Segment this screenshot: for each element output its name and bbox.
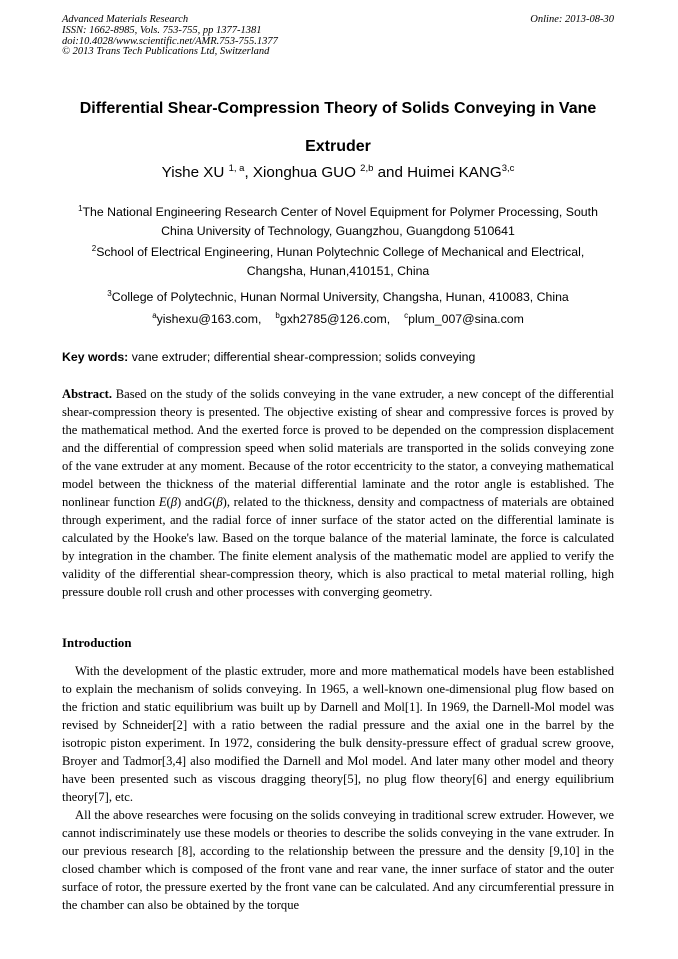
abstract-text: , related to the thickness, density and compactness of materials are obtained through experiment, and the radial force of inner surface of the stator acted on the differential laminate is calculated by the Hooke's law. Based on the torque balance of the material laminate, the force is calculated by integration in the chamber. The finite element analysis of the mathematic model are applied to verify the validity of the differential shear-compression theory, which is also practical to metal material rolling, high pressure double roll crush and other processes with converging geometry. (62, 495, 614, 599)
paper-title (62, 90, 614, 166)
affiliation-1 (62, 203, 614, 241)
abstract-label: Abstract. (62, 387, 113, 401)
email-mark: c (404, 311, 409, 320)
affiliation-2 (62, 243, 614, 281)
author-separator: and (373, 164, 408, 181)
author-name: Xionghua GUO (252, 164, 356, 181)
email-mark: b (275, 311, 280, 320)
author-emails (62, 312, 614, 326)
author-name: Huimei KANG (407, 164, 502, 181)
affiliation-text: College of Polytechnic, Hunan Normal University, Changsha, Hunan, 410083, China (111, 290, 569, 304)
author-name: Yishe XU (161, 164, 225, 181)
email-mark: a (152, 311, 157, 320)
abstract-text: Based on the study of the solids conveying in the vane extruder, a new concept of the differential shear-compression theory is presented. The objective existing of shear and compressive forces is proved by the mathematical method. And the exerted force is proved to be depended on the compression displacement and the differential of compression speed when solid materials are transported in the solids conveying zone of the vane extruder at any moment. Because of the rotor eccentricity to the stator, a conveying mathematical model between the thickness of the material differential laminate and the rotor angle is established. The nonlinear function (62, 387, 614, 509)
affiliation-text: China University of Technology, Guangzhou, Guangdong 510641 (161, 224, 515, 238)
author-affil-mark: 2,b (360, 163, 374, 174)
doi-line: doi:10.4028/www.scientific.net/AMR.753-755.1377 (62, 35, 278, 47)
function-g: G (203, 495, 213, 509)
abstract: Abstract. Based on the study of the solids conveying in the vane extruder, a new concept of the differential shear-compression theory is presented. The objective existing of shear and compressive forces is proved by the mathematical method. And the exerted force is proved to be depended on the compression displacement and the differential of compression speed when solid materials are transported in the solids conveying zone of the vane extruder at any moment. Because of the rotor eccentricity to the stator, a conveying mathematical model between the thickness of the material differential laminate and the rotor angle is established. The nonlinear function E(β) andG(β), related to the thickness, density and compactness of materials are obtained through experiment, and the radial force of inner surface of the stator acted on the differential laminate is calculated by the Hooke's law. Based on the torque balance of the material laminate, the force is calculated by integration in the chamber. The finite element analysis of the mathematic model are applied to verify the validity of the differential shear-compression theory, which is also practical to metal material rolling, high pressure double roll crush and other processes with converging geometry. (62, 387, 614, 599)
section-heading-introduction: Introduction (62, 636, 132, 650)
keywords-label: Key words: (62, 350, 129, 364)
author-affil-mark: 1, a (228, 163, 245, 174)
affiliation-mark: 3 (107, 289, 112, 298)
affiliation-mark: 2 (91, 244, 97, 253)
journal-header (62, 15, 482, 58)
title-line-2: Extruder (305, 138, 371, 155)
keywords (62, 350, 475, 364)
online-date: Online: 2013-08-30 (530, 14, 614, 25)
journal-name: Advanced Materials Research (62, 14, 189, 25)
keywords-text: vane extruder; differential shear-compression; solids conveying (128, 350, 476, 364)
author-separator: , (244, 164, 253, 181)
affiliation-text: Changsha, Hunan,410151, China (246, 264, 430, 278)
affiliation-text: The National Engineering Research Center of Novel Equipment for Polymer Processing, South (82, 205, 598, 219)
copyright-line: © 2013 Trans Tech Publications Ltd, Switzerland (62, 46, 270, 58)
author-affil-mark: 3,c (501, 163, 515, 174)
title-line-1: Differential Shear-Compression Theory of Solids Conveying in Vane (79, 100, 597, 117)
affiliation-text: School of Electrical Engineering, Hunan Polytechnic College of Mechanical and Electrical, (96, 245, 585, 259)
affiliation-3 (62, 288, 614, 307)
email-address[interactable]: yishexu@163.com, (156, 312, 262, 326)
issn-line: ISSN: 1662-8985, Vols. 753-755, pp 1377-1381 (62, 24, 262, 36)
author-list (62, 164, 614, 181)
affiliation-mark: 1 (78, 204, 83, 213)
function-e: E (158, 495, 167, 509)
intro-paragraph-2: All the above researches were focusing on the solids conveying in traditional screw extruder. However, we cannot indiscriminately use these models or theories to describe the solids conveying in the vane extruder. In our previous research [8], according to the relationship between the pressure and the density [9,10] in the closed chamber which is composed of the front vane and rear vane, the inner surface of stator and the outer surface of rotor, the pressure exerted by the front vane can be calculated. And any circumferential pressure in the chamber can also be obtained by the torque (62, 808, 614, 912)
email-address[interactable]: plum_007@sina.com (408, 312, 524, 326)
email-address[interactable]: gxh2785@126.com, (279, 312, 391, 326)
intro-paragraph-1: With the development of the plastic extruder, more and more mathematical models have been established to explain the mechanism of solids conveying. In 1965, a well-known one-dimensional plug flow based on the friction and static equilibrium was built up by Darnell and Mol[1]. In 1969, the Darnell-Mol model was revised by Schneider[2] with a ratio between the radial pressure and the axial one in the barrel by the isotropic piston experiment. In 1972, considering the bulk density-pressure effect of gradual screw groove, Broyer and Tadmor[3,4] also modified the Darnell and Mol model. And later many other model and theory have been presented such as viscous dragging theory[5], no plug flow theory[6] and energy equilibrium theory[7], etc. (62, 664, 614, 804)
